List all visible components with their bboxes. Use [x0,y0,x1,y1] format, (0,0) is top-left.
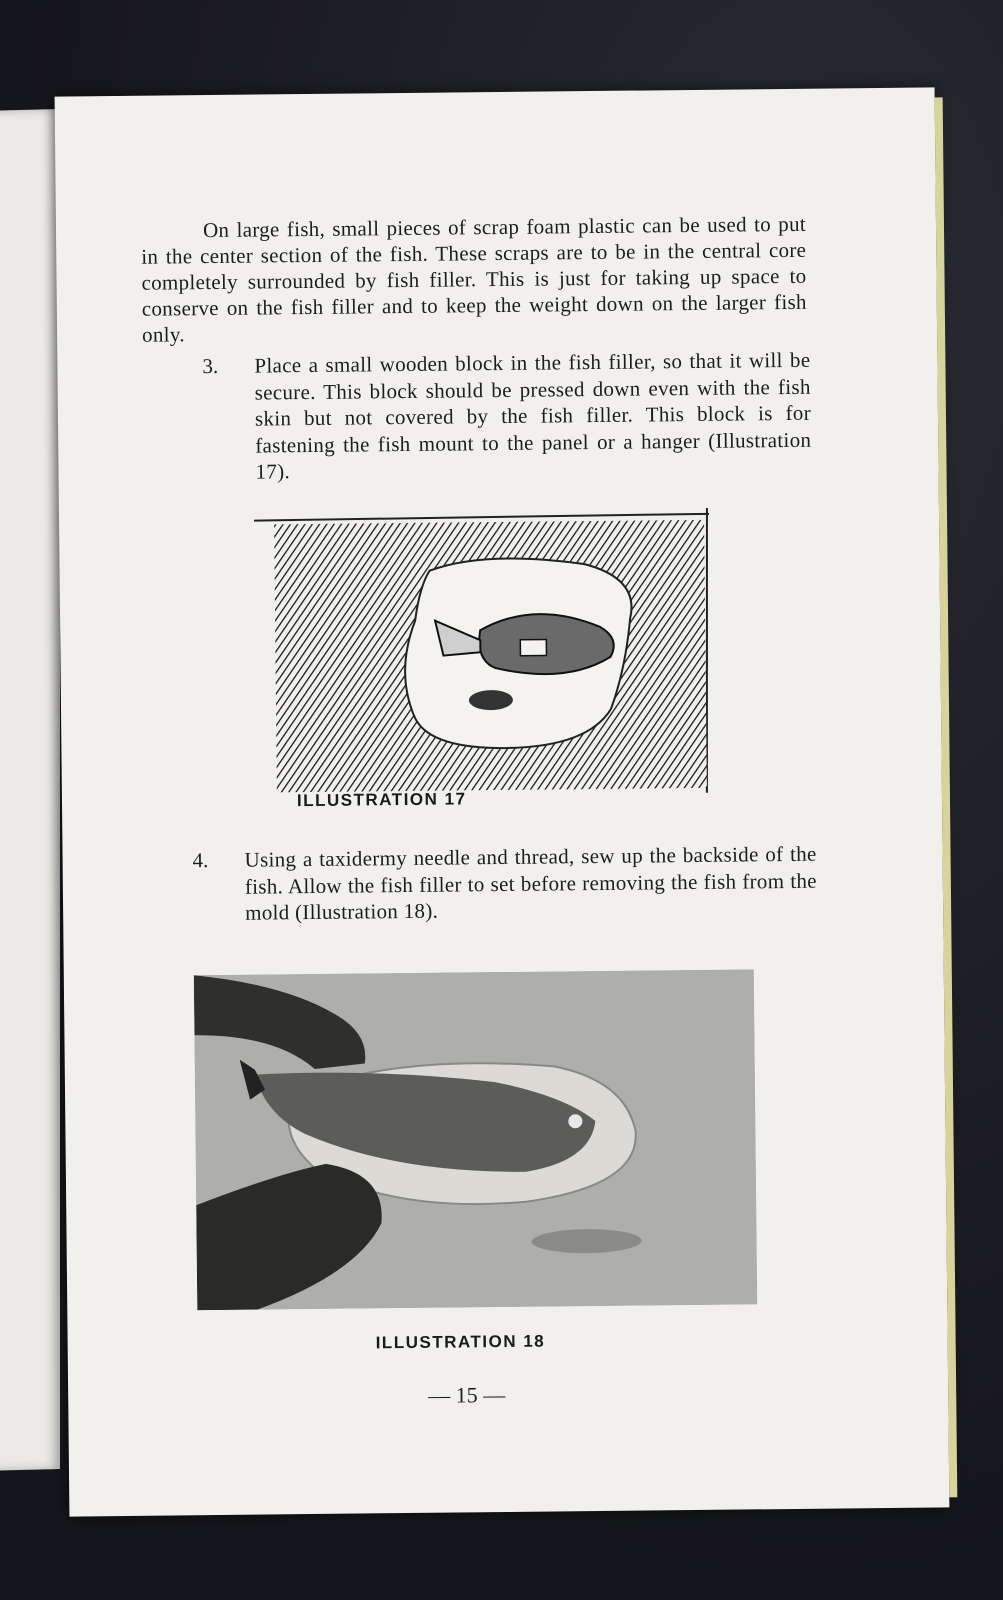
illustration-17-caption: ILLUSTRATION 17 [296,789,467,811]
illustration-18-caption: ILLUSTRATION 18 [375,1331,546,1353]
book-page [55,87,950,1516]
left-page-edge [0,109,60,1471]
step-4-number: 4. [192,848,209,873]
illustration-18-photo [194,969,757,1310]
step-3-text: Place a small wooden block in the fish filler, so that it will be secure. This block should be pressed down even with the fish skin but not covered by the fish filler. This block is for fastening the fish mount to the panel or a hanger (Illustration 17). [254,347,812,484]
step-4-text: Using a taxidermy needle and thread, sew up the backside of the fish. Allow the fish filler to set before removing the fish from the mold (Illustration 18). [244,841,817,925]
step-3-number: 3. [202,353,219,379]
page-number: — 15 — [428,1381,506,1408]
illustration-17-drawing [254,508,712,798]
intro-paragraph: On large fish, small pieces of scrap foam plastic can be used to put in the center section of the fish. These scraps are to be in the central core completely surrounded by fish filler. This is just for taking up space to conserve on the fish filler and to keep the weight down on the larger fish only. [141,211,807,347]
